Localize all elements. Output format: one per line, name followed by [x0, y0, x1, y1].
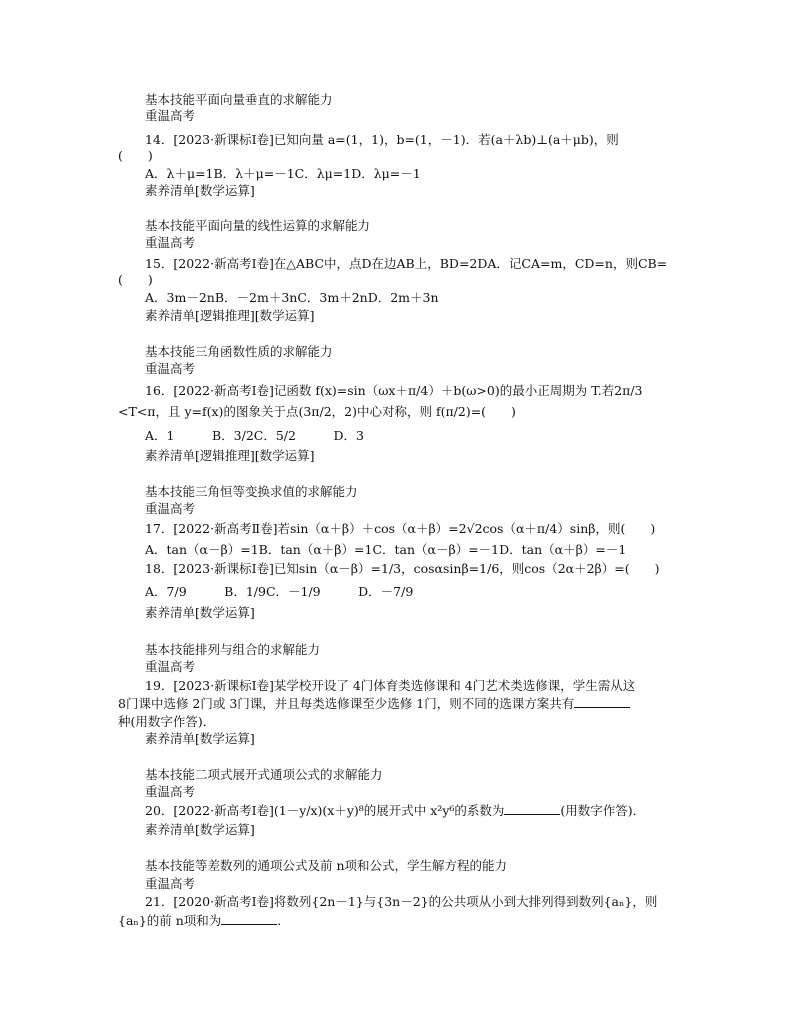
section-subheading: 重温高考 [145, 235, 196, 250]
question-text-continued: 种(用数字作答)． [118, 714, 216, 729]
question-options: A．3m－2nB．－2m＋3nC．3m＋2nD．2m＋3n [145, 290, 439, 305]
question-text: 20．[2022·新高考Ⅰ卷](1－y/x)(x＋y)⁸的展开式中 x²y⁶的系数为 [145, 803, 505, 818]
question-text: 17．[2022·新高考Ⅱ卷]若sin（α＋β）＋cos（α＋β）=2√2cos（α＋π/4）sinβ，则( ) [145, 521, 656, 536]
section-subheading: 重温高考 [145, 108, 196, 123]
question-options: A．7/9 B．1/9C．－1/9 D．－7/9 [145, 584, 414, 599]
answer-blank [574, 697, 630, 708]
question-text-continued: <T<π，且 y=f(x)的图象关于点(3π/2，2)中心对称，则 f(π/2)=( ) [118, 404, 516, 419]
section-heading: 基本技能三角恒等变换求值的求解能力 [145, 484, 358, 499]
section-subheading: 重温高考 [145, 501, 196, 516]
question-text-continued: 8门课中选修 2门或 3门课，并且每类选修课至少选修 1门，则不同的选课方案共有 [118, 696, 575, 711]
question-text-continued: {aₙ}的前 n项和为 [118, 913, 222, 928]
section-subheading: 重温高考 [145, 876, 196, 891]
skill-tag: 素养清单[数学运算] [145, 822, 255, 837]
question-line [118, 696, 630, 712]
answer-blank [221, 914, 277, 925]
section-heading: 基本技能等差数列的通项公式及前 n项和公式，学生解方程的能力 [145, 858, 508, 873]
question-text: 19．[2023·新课标Ⅰ卷]某学校开设了 4门体育类选修课和 4门艺术类选修课，学生需从这 [145, 678, 636, 693]
skill-tag: 素养清单[逻辑推理][数学运算] [145, 448, 315, 463]
question-text: 16．[2022·新高考Ⅰ卷]记函数 f(x)=sin（ωx＋π/4）＋b(ω>0)的最小正周期为 T.若2π/3 [145, 383, 643, 398]
question-text: 18．[2023·新课标Ⅰ卷]已知sin（α－β）=1/3，cosαsinβ=1/6，则cos（2α＋2β）=( ) [145, 561, 660, 576]
skill-tag: 素养清单[数学运算] [145, 605, 255, 620]
question-text: 21．[2020·新高考Ⅰ卷]将数列{2n－1}与{3n－2}的公共项从小到大排列得到数列{aₙ}，则 [145, 894, 658, 909]
question-options: A．1 B．3/2C．5/2 D．3 [145, 428, 364, 443]
answer-blank [504, 804, 560, 815]
section-heading: 基本技能二项式展开式通项公式的求解能力 [145, 767, 383, 782]
section-subheading: 重温高考 [145, 784, 196, 799]
question-text: 14．[2023·新课标Ⅰ卷]已知向量 a=(1，1)，b=(1，－1)．若(a＋λb)⊥(a＋μb)，则 [145, 132, 619, 147]
question-options: A．λ＋μ=1B．λ＋μ=－1C．λμ=1D．λμ=－1 [145, 166, 421, 181]
question-line [118, 913, 281, 929]
question-line [145, 803, 645, 819]
question-bracket: ( ) [118, 148, 153, 163]
section-subheading: 重温高考 [145, 659, 196, 674]
skill-tag: 素养清单[逻辑推理][数学运算] [145, 308, 315, 323]
section-heading: 基本技能平面向量垂直的求解能力 [145, 92, 333, 107]
question-bracket: ( ) [118, 272, 153, 287]
question-text-continued: . [277, 913, 282, 928]
question-options: A．tan（α－β）=1B．tan（α＋β）=1C．tan（α－β）=－1D．tan（α＋β）=－1 [145, 542, 627, 557]
section-heading: 基本技能排列与组合的求解能力 [145, 642, 321, 657]
skill-tag: 素养清单[数学运算] [145, 183, 255, 198]
section-heading: 基本技能平面向量的线性运算的求解能力 [145, 218, 371, 233]
skill-tag: 素养清单[数学运算] [145, 731, 255, 746]
question-text: 15．[2022·新高考Ⅰ卷]在△ABC中，点D在边AB上，BD=2DA．记CA=m，CD=n，则CB= [145, 256, 668, 271]
question-text-continued: (用数字作答)． [560, 803, 646, 818]
section-subheading: 重温高考 [145, 361, 196, 376]
section-heading: 基本技能三角函数性质的求解能力 [145, 344, 333, 359]
